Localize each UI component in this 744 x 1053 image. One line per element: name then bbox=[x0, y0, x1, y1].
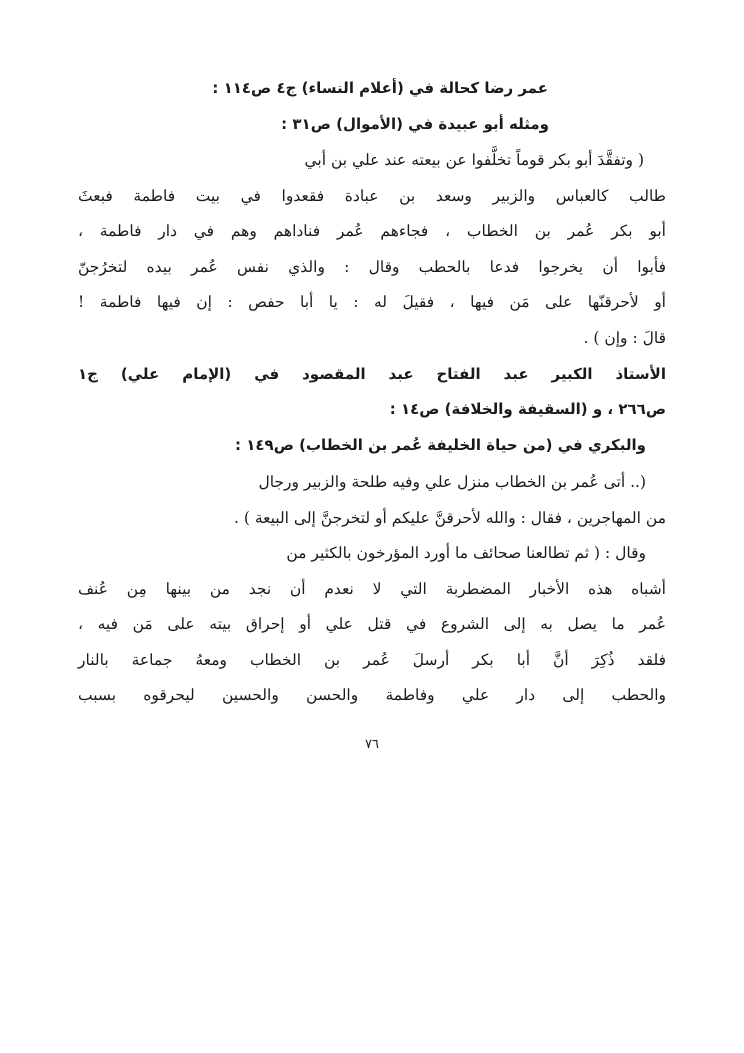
page-number: ٧٦ bbox=[365, 737, 379, 752]
quote-line-5: أو لأحرقنّها على مَن فيها ، فقيلَ له : يا أبا حفص : إن فيها فاطمة ! bbox=[78, 293, 666, 311]
citation-heading-abd-al-maqsud-cont: ص٢٦٦ ، و (السقيفة والخلافة) ص١٤ : bbox=[389, 400, 666, 418]
quote-line-9: وقال : ( ثم تطالعنا صحائف ما أورد المؤرخون بالكثير من bbox=[286, 544, 646, 562]
quote-line-4: فأبوا أن يخرجوا فدعا بالحطب وقال : والذي نفس عُمر بيده لتخرُجنّ bbox=[78, 258, 666, 276]
quote-line-11: عُمر ما يصل به إلى الشروع في قتل علي أو إحراق بيته على مَن فيه ، bbox=[78, 615, 666, 633]
citation-heading-abu-ubayda: ومثله أبو عبيدة في (الأموال) ص٣١ : bbox=[281, 115, 549, 133]
quote-line-2: طالب كالعباس والزبير وسعد بن عبادة فقعدوا في بيت فاطمة فبعثَ bbox=[78, 187, 666, 205]
quote-line-12: فلقد ذُكِرَ أنَّ أبا بكر أرسلَ عُمر بن الخطاب ومعهُ جماعة بالنار bbox=[78, 651, 666, 669]
quote-line-7: (.. أتى عُمر بن الخطاب منزل علي وفيه طلحة والزبير ورجال bbox=[258, 473, 646, 491]
citation-heading-abd-al-maqsud: الأستاذ الكبير عبد الفتاح عبد المقصود في (الإمام علي) ج١ bbox=[78, 365, 666, 383]
quote-line-13: والحطب إلى دار علي وفاطمة والحسن والحسين ليحرقوه بسبب bbox=[78, 686, 666, 704]
citation-heading-kahhala: عمر رضا كحالة في (أعلام النساء) ج٤ ص١١٤ : bbox=[212, 79, 548, 97]
quote-line-1: ( وتفقَّدَ أبو بكر قوماً تخلَّفوا عن بيعته عند علي بن أبي bbox=[304, 151, 644, 169]
quote-line-10: أشباه هذه الأخبار المضطربة التي لا نعدم أن نجد من بينها مِن عُنف bbox=[78, 580, 666, 598]
quote-line-3: أبو بكر عُمر بن الخطاب ، فجاءهم عُمر فناداهم وهم في دار فاطمة ، bbox=[78, 222, 666, 240]
quote-line-8: من المهاجرين ، فقال : والله لأحرقنَّ عليكم أو لتخرجنَّ إلى البيعة ) . bbox=[233, 509, 666, 527]
quote-line-6: قالَ : وإن ) . bbox=[583, 329, 666, 347]
citation-heading-bakri: والبكري في (من حياة الخليفة عُمر بن الخطاب) ص١٤٩ : bbox=[235, 436, 646, 454]
